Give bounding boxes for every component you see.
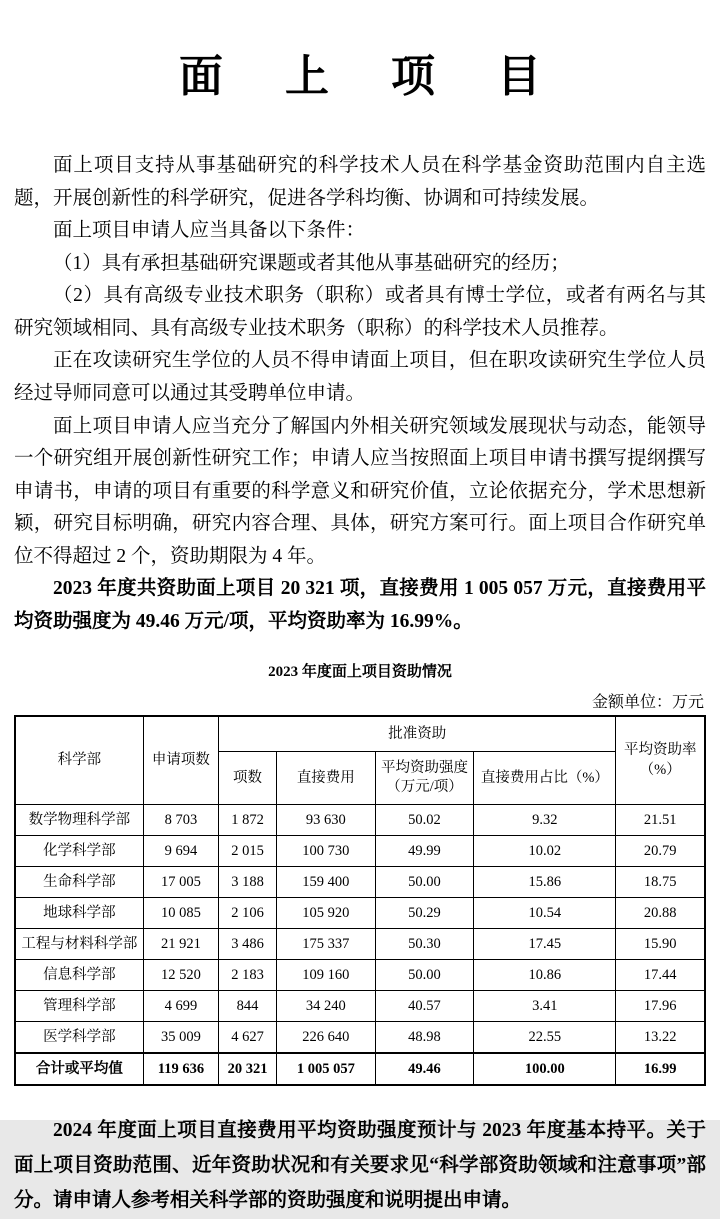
table-row: [15, 1022, 705, 1054]
value-cell: 35 009: [143, 1022, 218, 1054]
value-cell: 13.22: [616, 1022, 705, 1054]
value-cell: 48.98: [375, 1022, 474, 1054]
value-cell: 2 106: [219, 898, 277, 929]
value-cell: 4 699: [143, 991, 218, 1022]
value-cell: 40.57: [375, 991, 474, 1022]
table-total-row: [15, 1053, 705, 1085]
col-header-dept: 科学部: [15, 716, 143, 805]
value-cell: 17.45: [474, 929, 616, 960]
value-cell: 105 920: [276, 898, 375, 929]
paragraph-intro: 面上项目支持从事基础研究的科学技术人员在科学基金资助范围内自主选题，开展创新性的科学研究，促进各学科均衡、协调和可持续发展。: [14, 155, 706, 209]
value-cell: 50.00: [375, 960, 474, 991]
dept-cell: 合计或平均值: [15, 1053, 143, 1085]
value-cell: 17.44: [616, 960, 705, 991]
table-row: [15, 805, 705, 836]
value-cell: 10 085: [143, 898, 218, 929]
table-row: [15, 867, 705, 898]
value-cell: 10.02: [474, 836, 616, 867]
value-cell: 10.54: [474, 898, 616, 929]
value-cell: 49.99: [375, 836, 474, 867]
value-cell: 109 160: [276, 960, 375, 991]
value-cell: 17.96: [616, 991, 705, 1022]
table-row: [15, 991, 705, 1022]
value-cell: 20.88: [616, 898, 705, 929]
dept-cell: 化学科学部: [15, 836, 143, 867]
table-row: [15, 960, 705, 991]
dept-cell: 工程与材料科学部: [15, 929, 143, 960]
value-cell: 1 872: [219, 805, 277, 836]
dept-cell: 数学物理科学部: [15, 805, 143, 836]
dept-cell: 医学科学部: [15, 1022, 143, 1054]
col-header-approved-count: 项数: [219, 752, 277, 805]
value-cell: 3 188: [219, 867, 277, 898]
value-cell: 22.55: [474, 1022, 616, 1054]
paragraph-closing: 2024 年度面上项目直接费用平均资助强度预计与 2023 年度基本持平。关于面上项目资助范围、近年资助状况和有关要求见“科学部资助领域和注意事项”部分。请申请人参考相关科学部的资助强度和说明提出申请。: [14, 1120, 706, 1211]
col-header-applied-count: 申请项数: [143, 716, 218, 805]
col-header-avg-intensity: 平均资助强度（万元/项）: [375, 752, 474, 805]
dept-cell: 管理科学部: [15, 991, 143, 1022]
value-cell: 20.79: [616, 836, 705, 867]
value-cell: 119 636: [143, 1053, 218, 1085]
value-cell: 3 486: [219, 929, 277, 960]
value-cell: 15.90: [616, 929, 705, 960]
value-cell: 50.30: [375, 929, 474, 960]
value-cell: 4 627: [219, 1022, 277, 1054]
value-cell: 93 630: [276, 805, 375, 836]
dept-cell: 地球科学部: [15, 898, 143, 929]
value-cell: 159 400: [276, 867, 375, 898]
table-row: [15, 898, 705, 929]
value-cell: 50.02: [375, 805, 474, 836]
col-header-avg-rate: 平均资助率（%）: [616, 716, 705, 805]
value-cell: 34 240: [276, 991, 375, 1022]
paragraph-condition-1: （1）具有承担基础研究课题或者其他从事基础研究的经历；: [53, 252, 570, 274]
paragraph-condition-2: （2）具有高级专业技术职务（职称）或者具有博士学位，或者有两名与其研究领域相同、具有高级专业技术职务（职称）的科学技术人员推荐。: [14, 285, 706, 339]
value-cell: 12 520: [143, 960, 218, 991]
unit-note: 金额单位：万元: [591, 694, 704, 712]
value-cell: 20 321: [219, 1053, 277, 1085]
col-header-direct-cost: 直接费用: [276, 752, 375, 805]
value-cell: 21.51: [616, 805, 705, 836]
paragraph-requirements: 面上项目申请人应当充分了解国内外相关研究领域发展现状与动态，能领导一个研究组开展创新性研究工作；申请人应当按照面上项目申请书撰写提纲撰写申请书，申请的项目有重要的科学意义和研究价值，立论依据充分，学术思想新颖，研究目标明确，研究内容合理、具体，研究方案可行。面上项目合作研究单位不得超过 2 个，资助期限为 4 年。: [14, 415, 706, 567]
col-header-cost-share: 直接费用占比（%）: [474, 752, 616, 805]
value-cell: 16.99: [616, 1053, 705, 1085]
value-cell: 226 640: [276, 1022, 375, 1054]
value-cell: 50.00: [375, 867, 474, 898]
paragraph-student-rule: 正在攻读研究生学位的人员不得申请面上项目，但在职攻读研究生学位人员经过导师同意可以通过其受聘单位申请。: [14, 350, 706, 404]
table-row: [15, 929, 705, 960]
funding-table-body: [15, 805, 705, 1086]
value-cell: 49.46: [375, 1053, 474, 1085]
value-cell: 100.00: [474, 1053, 616, 1085]
paragraph-2023-stats: 2023 年度共资助面上项目 20 321 项，直接费用 1 005 057 万元，直接费用平均资助强度为 49.46 万元/项，平均资助率为 16.99%。: [14, 578, 706, 632]
value-cell: 10.86: [474, 960, 616, 991]
dept-cell: 信息科学部: [15, 960, 143, 991]
value-cell: 2 183: [219, 960, 277, 991]
value-cell: 9 694: [143, 836, 218, 867]
page-title: 面 上 项 目: [178, 52, 567, 101]
funding-table: [14, 715, 706, 1086]
dept-cell: 生命科学部: [15, 867, 143, 898]
value-cell: 21 921: [143, 929, 218, 960]
value-cell: 8 703: [143, 805, 218, 836]
body-text: [14, 150, 706, 638]
value-cell: 15.86: [474, 867, 616, 898]
value-cell: 9.32: [474, 805, 616, 836]
value-cell: 17 005: [143, 867, 218, 898]
col-header-approved-group: 批准资助: [219, 716, 616, 752]
value-cell: 50.29: [375, 898, 474, 929]
table-caption: 2023 年度面上项目资助情况: [268, 664, 452, 681]
value-cell: 2 015: [219, 836, 277, 867]
value-cell: 175 337: [276, 929, 375, 960]
value-cell: 100 730: [276, 836, 375, 867]
value-cell: 1 005 057: [276, 1053, 375, 1085]
value-cell: 18.75: [616, 867, 705, 898]
paragraph-conditions: 面上项目申请人应当具备以下条件：: [53, 220, 366, 242]
value-cell: 844: [219, 991, 277, 1022]
table-row: [15, 836, 705, 867]
value-cell: 3.41: [474, 991, 616, 1022]
